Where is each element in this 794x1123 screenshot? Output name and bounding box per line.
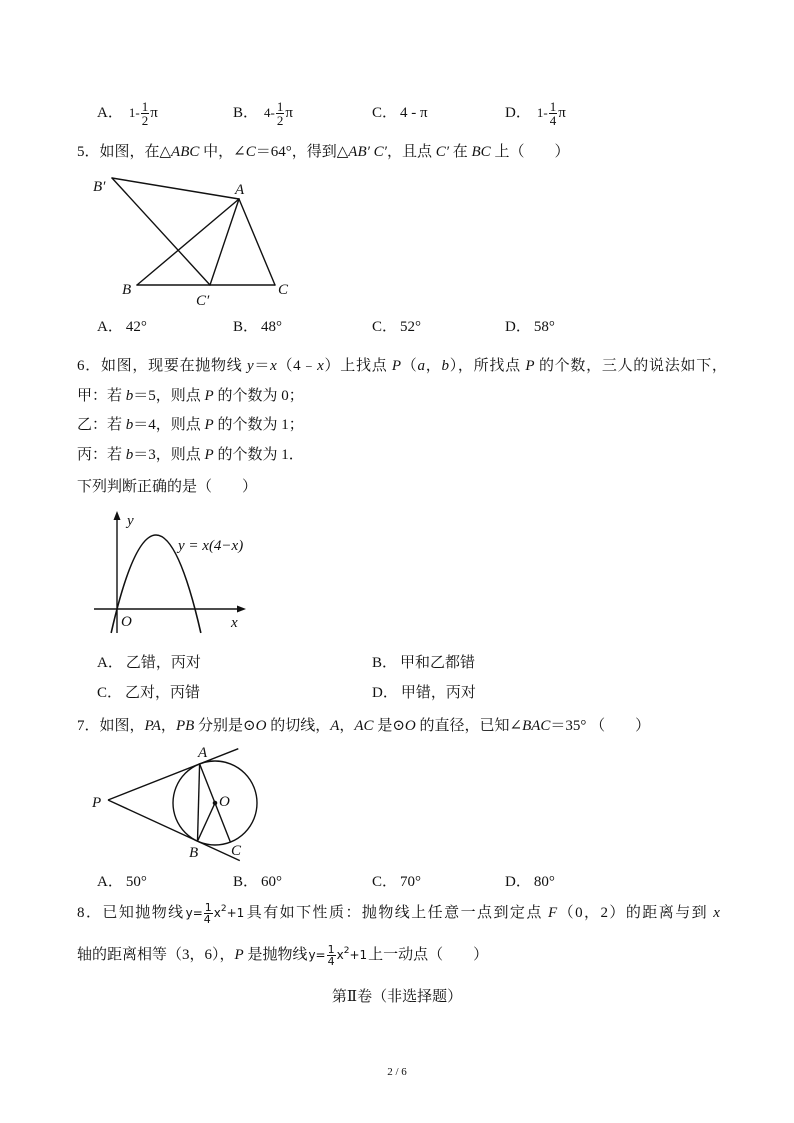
text-run: 6．如图，现要在抛物线: [77, 358, 247, 374]
option-label: B．: [233, 319, 259, 335]
text-run: 上一动点（ ）: [368, 947, 489, 963]
q8-line-1: [77, 898, 720, 928]
text-run: ＝64°，得到△: [255, 144, 349, 160]
expression-prefix: 4-: [264, 105, 275, 120]
parabola-formula: [308, 943, 368, 968]
math-variable: b: [125, 447, 134, 463]
math-variable: P: [204, 417, 214, 433]
q6-statement-yi: [77, 415, 304, 435]
formula-fraction: [204, 902, 213, 925]
point-label-c: C: [231, 843, 242, 859]
math-variable: AC: [354, 718, 374, 734]
text-run: （0，2）的距离与到: [557, 905, 714, 921]
math-variable: x: [317, 358, 324, 374]
x-axis-arrow-icon: [237, 606, 246, 613]
option-label: A．: [97, 874, 123, 890]
option-value: 4 - π: [400, 105, 428, 121]
option-label: B．: [233, 874, 259, 890]
option-value: 70°: [400, 874, 422, 890]
option-label: C．: [372, 874, 398, 890]
text-run: 是⊙: [373, 718, 405, 734]
math-variable: O: [404, 718, 416, 734]
text-run: 在: [449, 144, 472, 160]
math-variable: P: [234, 947, 244, 963]
q5-stem: [77, 142, 569, 162]
point-label-p: P: [92, 795, 102, 811]
point-label-o: O: [219, 794, 230, 810]
q6-option-a: [97, 648, 201, 678]
option-expression: [536, 99, 566, 129]
expression-prefix: 1-: [128, 105, 140, 120]
segment-b-prime-a: [112, 178, 239, 199]
option-value: 乙对，丙错: [125, 685, 201, 701]
text-run: 甲：若: [77, 388, 126, 404]
q6-statement-bing: [77, 445, 304, 465]
expression-suffix: π: [558, 105, 566, 121]
parabola-formula: [185, 901, 245, 926]
math-variable: PA: [144, 718, 161, 734]
point-label-b: B: [189, 845, 199, 861]
option-label: A．: [97, 319, 123, 335]
option-label: B．: [233, 105, 259, 121]
math-variable: BC: [471, 144, 491, 160]
option-label: D．: [372, 685, 398, 701]
math-variable: P: [204, 447, 214, 463]
q8-line-1-after: [245, 905, 720, 921]
curve-equation-label: y = x(4−x): [178, 538, 244, 554]
text-run: 5．如图，在△: [77, 144, 172, 160]
text-run: 7．如图，: [77, 718, 145, 734]
math-variable: b: [125, 388, 134, 404]
text-run: （: [401, 358, 418, 374]
math-variable: O: [255, 718, 267, 734]
formula-fraction: [327, 944, 336, 967]
center-point-o: [213, 801, 218, 806]
option-label: A．: [97, 655, 123, 671]
segment-a-b: [137, 199, 239, 285]
formula-exponent: 2: [343, 946, 350, 956]
q8-line-2: [77, 940, 488, 970]
x-axis-label: x: [231, 615, 238, 631]
point-label-b: B: [122, 282, 132, 298]
fraction: [276, 100, 285, 127]
text-run: 上（ ）: [490, 144, 570, 160]
math-variable: PB: [175, 718, 195, 734]
fraction-numerator: 1: [204, 901, 212, 914]
math-variable: AB′ C′: [348, 144, 387, 160]
option-label: B．: [372, 655, 398, 671]
math-variable: y: [246, 358, 254, 374]
option-label: A．: [97, 105, 123, 121]
math-variable: ABC: [171, 144, 200, 160]
fraction: [141, 100, 150, 127]
fraction-denominator: 4: [203, 913, 211, 926]
option-label: D．: [505, 319, 531, 335]
segment-b-prime-c-prime: [112, 178, 210, 285]
q4-option-b: [233, 98, 293, 128]
point-label-a: A: [198, 745, 208, 761]
q8-line-2-after: [368, 947, 488, 963]
q7-options: [0, 867, 794, 897]
point-label-b-prime: B′: [93, 179, 106, 195]
text-run: ＝35° （ ）: [550, 718, 651, 734]
math-variable: P: [391, 358, 402, 374]
segment-bo: [198, 803, 216, 841]
fraction-denominator: 4: [327, 955, 335, 968]
text-run: ＝5，则点: [133, 388, 205, 404]
q6-parabola-graph: [88, 506, 268, 638]
chord-ab: [198, 764, 200, 841]
q4-option-c: [372, 98, 428, 128]
text-run: ，: [425, 358, 442, 374]
math-variable: a: [417, 358, 426, 374]
math-variable: b: [125, 417, 134, 433]
q5-triangle-figure: [85, 168, 300, 310]
option-expression: [128, 99, 158, 129]
fraction-numerator: 1: [549, 99, 557, 115]
fraction-numerator: 1: [327, 943, 335, 956]
math-variable: b: [441, 358, 449, 374]
point-label-c: C: [278, 282, 289, 298]
math-variable: x: [270, 358, 277, 374]
fraction-denominator: 2: [276, 113, 284, 129]
text-run: 的个数为 0；: [213, 388, 304, 404]
q5-options: [0, 312, 794, 342]
segment-a-c: [239, 199, 275, 285]
q4-option-d: [505, 98, 566, 128]
text-run: 具有如下性质：抛物线上任意一点到定点: [245, 905, 549, 921]
math-variable: C′: [435, 144, 449, 160]
expression-suffix: π: [150, 105, 158, 121]
math-variable: C: [245, 144, 256, 160]
fraction-numerator: 1: [276, 99, 284, 115]
q7-option-a: [97, 867, 147, 897]
fraction-denominator: 4: [549, 113, 557, 129]
point-label-c-prime: C′: [196, 293, 210, 309]
option-expression: [264, 99, 293, 129]
q7-option-c: [372, 867, 421, 897]
text-run: 8．已知抛物线: [77, 905, 185, 921]
formula-base: x: [336, 948, 344, 962]
formula-tail: +1: [349, 948, 368, 962]
q7-stem: [77, 716, 650, 736]
page-number: 2 / 6: [387, 1066, 407, 1078]
q5-option-c: [372, 312, 421, 342]
text-run: 的个数为 1；: [213, 417, 304, 433]
text-run: 是抛物线: [243, 947, 308, 963]
point-label-a: A: [235, 182, 245, 198]
q6-option-b: [372, 648, 475, 678]
q5-option-d: [505, 312, 555, 342]
q6-question: 下列判断正确的是（ ）: [77, 479, 258, 495]
q4-options: [0, 98, 794, 128]
option-label: D．: [505, 874, 531, 890]
option-label: C．: [372, 319, 398, 335]
text-run: 的直径，已知∠: [415, 718, 523, 734]
text-run: ＝: [253, 358, 271, 374]
option-value: 乙错，丙对: [125, 655, 201, 671]
text-run: ），所找点: [448, 358, 526, 374]
math-variable: x: [713, 905, 720, 921]
text-run: ，且点: [386, 144, 436, 160]
q6-stem: [77, 356, 727, 376]
text-run: ，: [339, 718, 355, 734]
text-run: 的个数，三人的说法如下，: [534, 358, 727, 374]
text-run: 轴的距离相等（3，6），: [77, 947, 235, 963]
q8-line-2-before: [77, 947, 307, 963]
expression-prefix: 1-: [536, 105, 548, 120]
q7-circle-tangent-figure: [86, 740, 256, 864]
text-run: （4﹣: [276, 358, 318, 374]
option-value: 42°: [125, 319, 147, 335]
option-label: D．: [505, 105, 531, 121]
text-run: 中，∠: [199, 144, 246, 160]
math-variable: P: [204, 388, 214, 404]
option-value: 48°: [261, 319, 283, 335]
formula-exponent: 2: [220, 904, 227, 914]
option-value: 80°: [533, 874, 555, 890]
text-run: 丙：若: [77, 447, 126, 463]
q6-option-c: [97, 678, 200, 708]
formula-base: x: [213, 906, 221, 920]
section-title: 第Ⅱ卷（非选择题）: [331, 989, 463, 1005]
text-run: ，: [160, 718, 176, 734]
text-run: 的切线，: [266, 718, 331, 734]
formula-tail: +1: [226, 906, 245, 920]
q6-options-row-2: [0, 678, 794, 708]
fraction: [549, 100, 558, 127]
option-label: C．: [372, 105, 398, 121]
expression-suffix: π: [285, 105, 293, 121]
option-value: 58°: [533, 319, 555, 335]
option-value: 甲错，丙对: [400, 685, 476, 701]
option-value: 甲和乙都错: [400, 655, 476, 671]
y-axis-label: y: [127, 513, 134, 529]
q8-line-1-before: [77, 905, 185, 921]
math-variable: A: [330, 718, 340, 734]
text-run: 的个数为 1．: [213, 447, 304, 463]
q4-option-a: [97, 98, 158, 128]
fraction-denominator: 2: [141, 113, 149, 129]
formula-lhs: y=: [185, 906, 203, 920]
q5-option-b: [233, 312, 282, 342]
q6-option-d: [372, 678, 476, 708]
math-variable: P: [525, 358, 535, 374]
q7-option-d: [505, 867, 555, 897]
text-run: 分别是⊙: [194, 718, 256, 734]
option-value: 52°: [400, 319, 422, 335]
math-variable: BAC: [522, 718, 551, 734]
tangent-pa: [108, 749, 238, 800]
option-value: 60°: [261, 874, 283, 890]
q6-statement-jia: [77, 386, 304, 406]
q7-option-b: [233, 867, 282, 897]
text-run: 乙：若: [77, 417, 126, 433]
text-run: ＝3，则点: [133, 447, 205, 463]
option-value: 50°: [125, 874, 147, 890]
math-variable: F: [548, 905, 558, 921]
y-axis-arrow-icon: [114, 511, 121, 520]
text-run: ＝4，则点: [133, 417, 205, 433]
fraction-numerator: 1: [141, 99, 149, 115]
origin-label: O: [121, 614, 132, 630]
q5-option-a: [97, 312, 147, 342]
option-label: C．: [97, 685, 123, 701]
q6-options-row-1: [0, 648, 794, 678]
formula-lhs: y=: [308, 948, 326, 962]
text-run: ）上找点: [323, 358, 392, 374]
